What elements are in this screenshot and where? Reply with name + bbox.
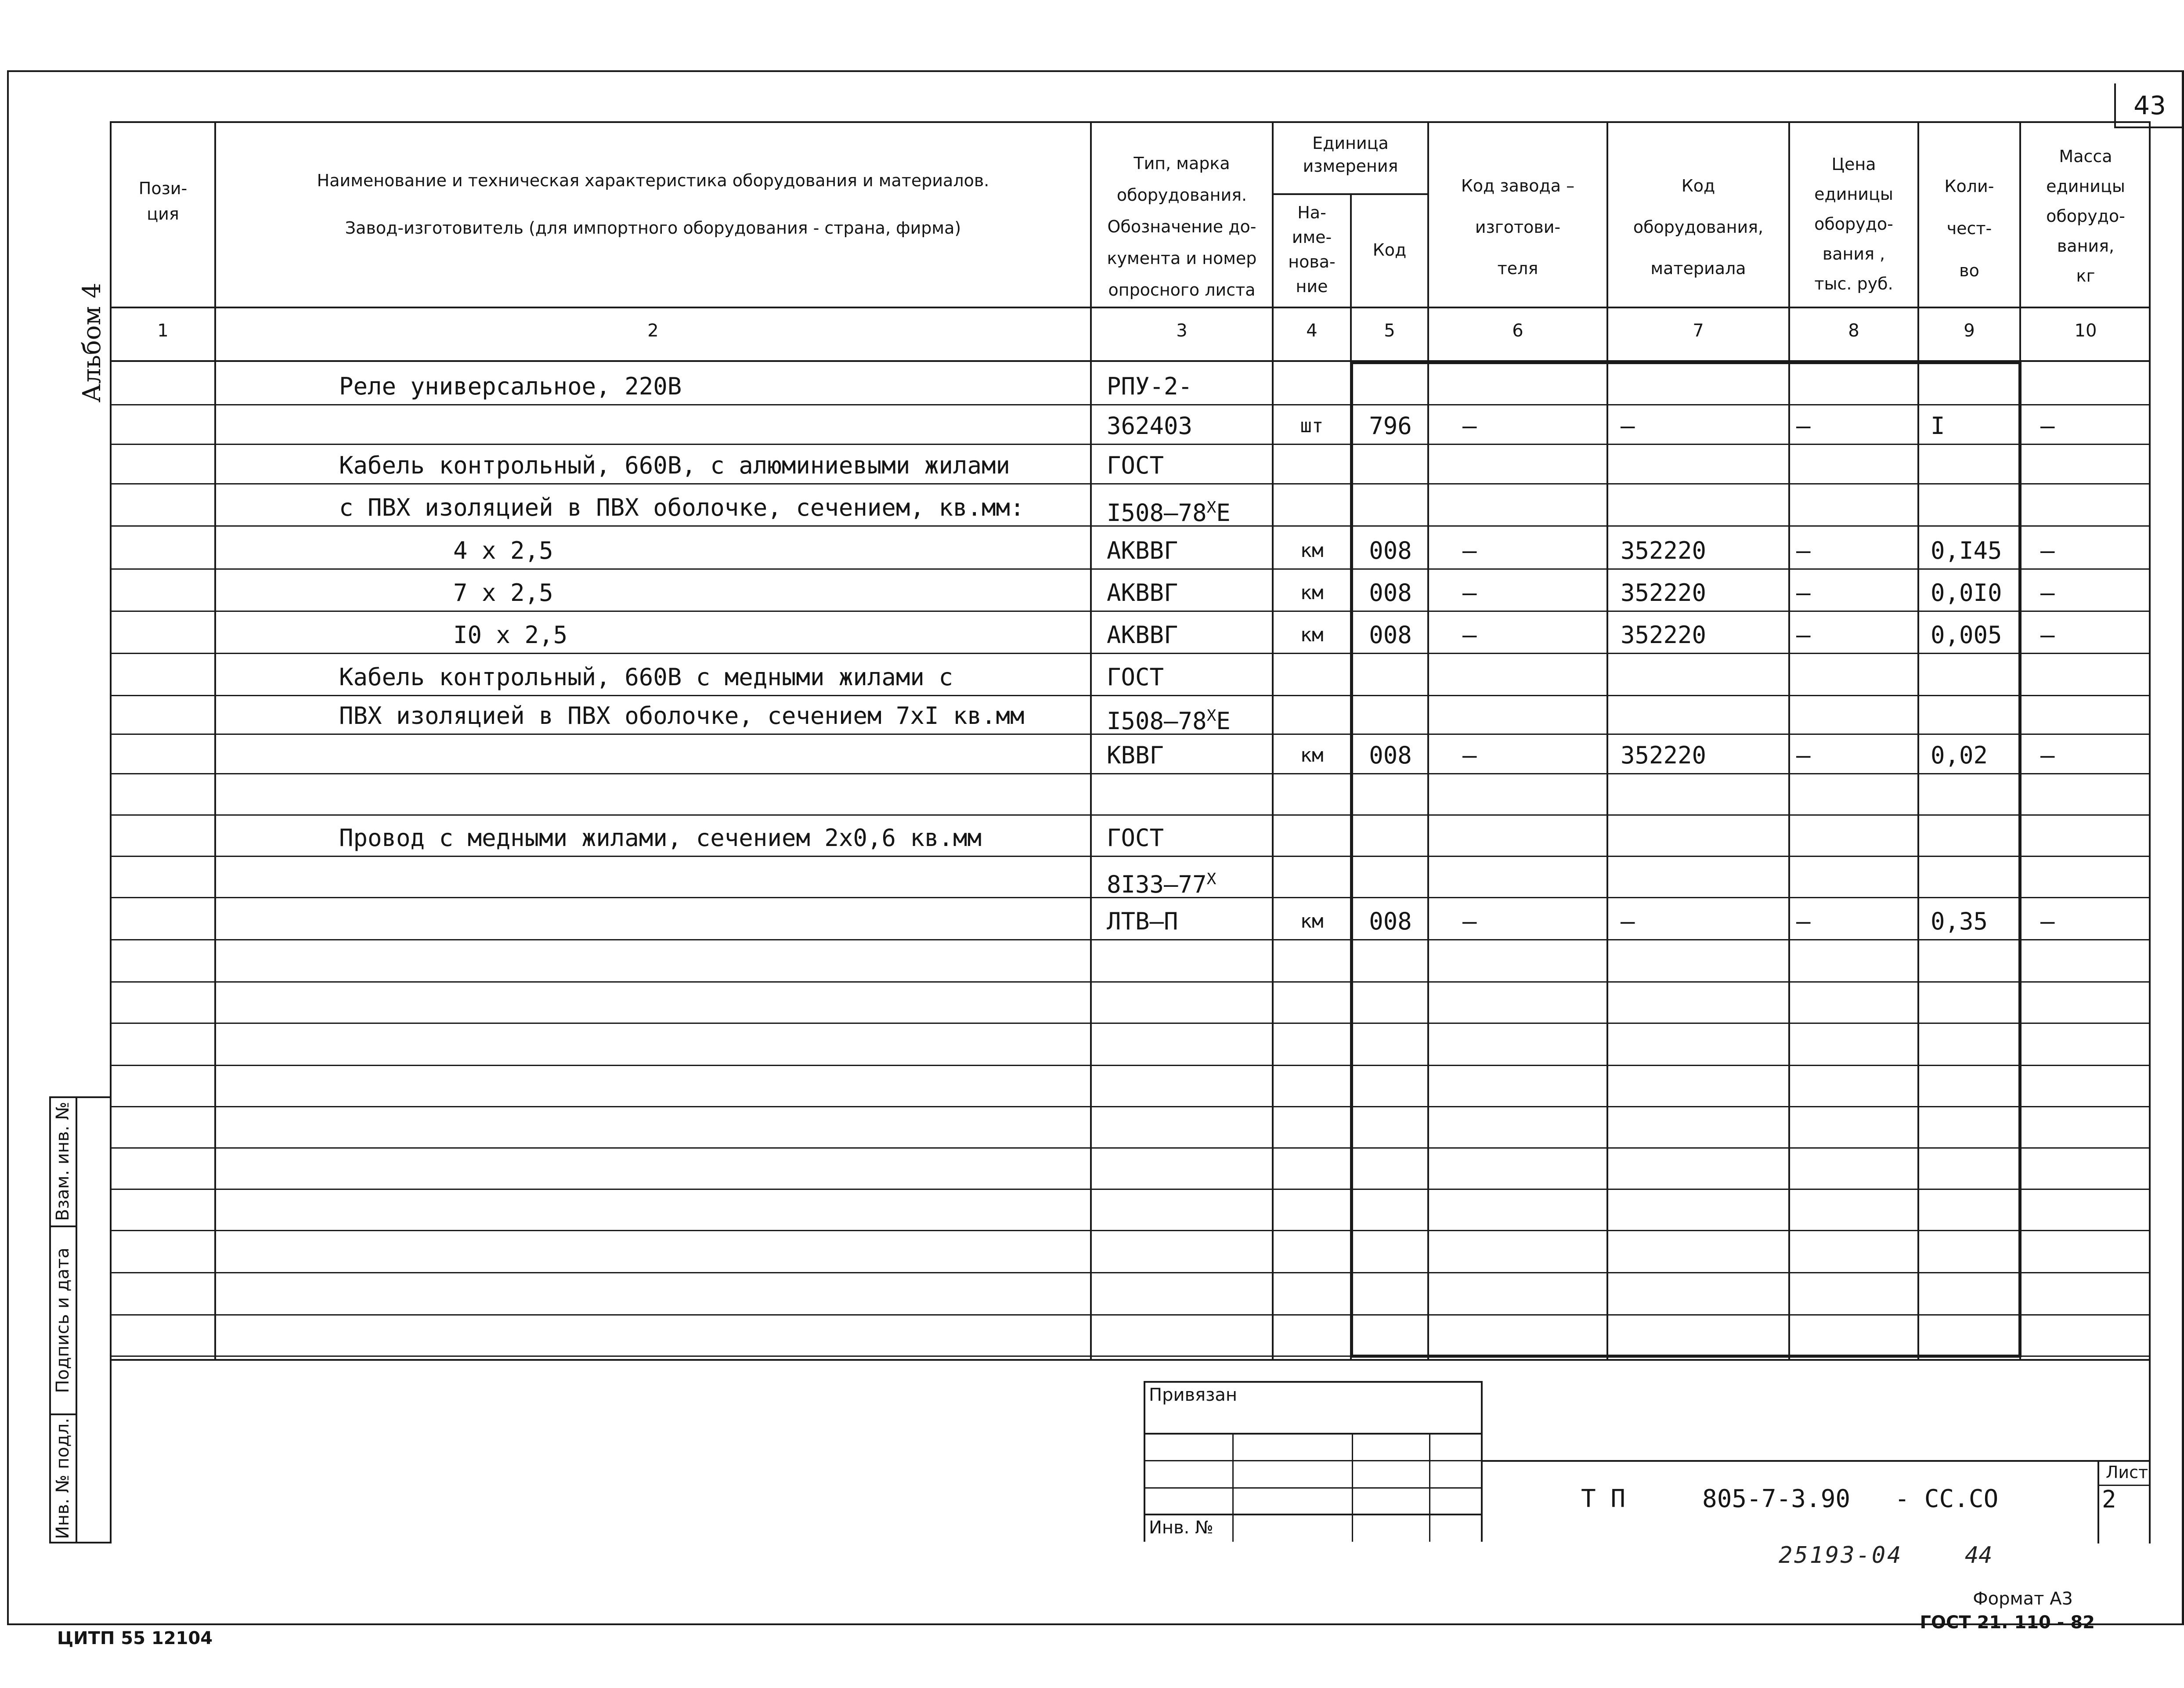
cell-equip: – bbox=[1621, 412, 1635, 440]
row-divider bbox=[110, 483, 2150, 484]
cell-mass: – bbox=[2040, 537, 2055, 564]
cell-qty: I bbox=[1931, 412, 1945, 440]
cell-qty: 0,0I0 bbox=[1931, 579, 2002, 607]
cell-code: 008 bbox=[1369, 579, 1412, 607]
cell-equip: 352220 bbox=[1621, 537, 1707, 564]
cell-code: 008 bbox=[1369, 621, 1412, 649]
row-divider bbox=[110, 814, 2150, 816]
colnum-3: 3 bbox=[1176, 321, 1188, 341]
designation-prefix: Т П bbox=[1581, 1485, 1626, 1513]
cell-mass: – bbox=[2040, 412, 2055, 440]
cell-type: $I508-78^XЕ$ bbox=[1107, 499, 1231, 527]
colnum-5: 5 bbox=[1384, 321, 1395, 341]
cell-plant: – bbox=[1462, 621, 1477, 649]
header-position: Пози- ция bbox=[138, 179, 188, 224]
row-divider bbox=[110, 1065, 2150, 1066]
cell-unit: км bbox=[1300, 582, 1324, 604]
cell-price: – bbox=[1796, 412, 1811, 440]
row-divider bbox=[110, 1230, 2150, 1231]
cell-equip: – bbox=[1621, 907, 1635, 935]
handwritten-code: 25193-04 bbox=[1779, 1542, 1903, 1569]
row-divider bbox=[110, 773, 2150, 774]
print-code: ЦИТП 55 12104 bbox=[57, 1628, 213, 1648]
sheet-number: 2 bbox=[2102, 1486, 2116, 1513]
row-divider bbox=[110, 1147, 2150, 1149]
colnum-1: 1 bbox=[157, 321, 169, 341]
cell-type: 362403 bbox=[1107, 412, 1193, 440]
cell-code: 008 bbox=[1369, 907, 1412, 935]
cell-unit: км bbox=[1300, 539, 1324, 562]
cell-qty: 0,I45 bbox=[1931, 537, 2002, 564]
cell-type: ЛТВ–П bbox=[1107, 907, 1178, 935]
cell-name: I0 х 2,5 bbox=[453, 621, 568, 649]
cell-price: – bbox=[1796, 907, 1811, 935]
cell-type: ГОСТ bbox=[1107, 663, 1164, 691]
header-unit-group: Единица измерения bbox=[1303, 134, 1398, 176]
type-suffix: Е bbox=[1216, 499, 1231, 527]
cell-plant: – bbox=[1462, 741, 1477, 769]
header-unit-code: Код bbox=[1372, 240, 1407, 260]
row-divider bbox=[110, 695, 2150, 696]
format-label: Формат А3 bbox=[1973, 1589, 2073, 1609]
row-divider bbox=[110, 1189, 2150, 1190]
cell-code: 008 bbox=[1369, 741, 1412, 769]
cell-plant: – bbox=[1462, 579, 1477, 607]
table-bottom bbox=[110, 1359, 2150, 1361]
cell-mass: – bbox=[2040, 579, 2055, 607]
header-mass: Масса единицы оборудо- вания, кг bbox=[2046, 147, 2125, 286]
cell-equip: 352220 bbox=[1621, 741, 1707, 769]
type-superscript: X bbox=[1206, 707, 1217, 725]
header-name-line2: Завод-изготовитель (для импортного оборудования - страна, фирма) bbox=[345, 218, 961, 238]
cell-mass: – bbox=[2040, 621, 2055, 649]
row-divider bbox=[110, 856, 2150, 857]
header-quantity: Коли- чест- во bbox=[1944, 177, 1994, 280]
cell-type: АКВВГ bbox=[1107, 579, 1178, 607]
cell-mass: – bbox=[2040, 741, 2055, 769]
colnum-6: 6 bbox=[1512, 321, 1523, 341]
cell-type: АКВВГ bbox=[1107, 537, 1178, 564]
cell-unit: км bbox=[1300, 624, 1324, 646]
cell-name: 7 х 2,5 bbox=[453, 579, 553, 607]
colnum-4: 4 bbox=[1306, 321, 1318, 341]
row-divider bbox=[110, 404, 2150, 405]
cell-name: с ПВХ изоляцией в ПВХ оболочке, сечением, кв.мм: bbox=[339, 494, 1025, 521]
cell-type: $8I33-77^X$ bbox=[1107, 870, 1217, 898]
colnum-8: 8 bbox=[1848, 321, 1859, 341]
cell-unit: км bbox=[1300, 910, 1324, 933]
stamp-signature-date: Подпись и дата bbox=[53, 1247, 73, 1393]
cell-code: 008 bbox=[1369, 537, 1412, 564]
inventory-label: Инв. № bbox=[1149, 1518, 1213, 1538]
cell-plant: – bbox=[1462, 537, 1477, 564]
row-divider bbox=[110, 653, 2150, 654]
cell-name: Кабель контрольный, 660В, с алюминиевыми жилами bbox=[339, 452, 1011, 479]
cell-price: – bbox=[1796, 579, 1811, 607]
cell-price: – bbox=[1796, 621, 1811, 649]
colnum-7: 7 bbox=[1693, 321, 1704, 341]
row-divider bbox=[110, 568, 2150, 570]
cell-type: ГОСТ bbox=[1107, 452, 1164, 479]
cell-name: Реле универсальное, 220В bbox=[339, 372, 682, 400]
cell-type: ГОСТ bbox=[1107, 824, 1164, 852]
row-divider bbox=[110, 1106, 2150, 1107]
album-label: Альбом 4 bbox=[78, 282, 106, 403]
frame-top bbox=[7, 70, 2184, 72]
row-divider bbox=[110, 981, 2150, 983]
cell-type: $I508-78^XЕ$ bbox=[1107, 707, 1231, 735]
cell-type: КВВГ bbox=[1107, 741, 1164, 769]
cell-unit: км bbox=[1300, 744, 1324, 766]
type-superscript: X bbox=[1206, 870, 1217, 888]
cell-code: 796 bbox=[1369, 412, 1412, 440]
header-name-line1: Наименование и техническая характеристика оборудования и материалов. bbox=[317, 171, 989, 190]
header-unit-name: На- име- нова- ние bbox=[1288, 203, 1336, 296]
gost-label: ГОСТ 21. 110 - 82 bbox=[1920, 1612, 2095, 1633]
stamp-replace-inv: Взам. инв. № bbox=[53, 1102, 73, 1221]
cell-price: – bbox=[1796, 741, 1811, 769]
cell-name: Кабель контрольный, 660В с медными жилами с bbox=[339, 663, 953, 691]
row-divider bbox=[110, 611, 2150, 612]
cell-name: Провод с медными жилами, сечением 2х0,6 кв.мм bbox=[339, 824, 982, 852]
colnum-2: 2 bbox=[647, 321, 659, 341]
cell-equip: 352220 bbox=[1621, 579, 1707, 607]
type-superscript: X bbox=[1206, 499, 1217, 517]
colnum-9: 9 bbox=[1964, 321, 1975, 341]
cell-name: ПВХ изоляцией в ПВХ оболочке, сечением 7хI кв.мм bbox=[339, 702, 1025, 730]
cell-qty: 0,005 bbox=[1931, 621, 2002, 649]
frame-left bbox=[7, 70, 9, 1625]
cell-name: 4 х 2,5 bbox=[453, 537, 553, 564]
frame-right bbox=[2182, 70, 2184, 1625]
bound-label: Привязан bbox=[1149, 1385, 1238, 1405]
row-divider bbox=[110, 939, 2150, 940]
cell-plant: – bbox=[1462, 907, 1477, 935]
frame-bottom bbox=[7, 1623, 2184, 1625]
header-equipment-code: Код оборудования, материала bbox=[1633, 176, 1764, 278]
header-type: Тип, марка оборудования. Обозначение до- кумента и номер опросного листа bbox=[1107, 154, 1257, 300]
handwritten-sheet: 44 bbox=[1965, 1542, 1993, 1569]
table-top bbox=[110, 121, 2150, 123]
cell-qty: 0,02 bbox=[1931, 741, 1988, 769]
row-divider bbox=[110, 1272, 2150, 1273]
row-divider bbox=[110, 444, 2150, 445]
cell-plant: – bbox=[1462, 412, 1477, 440]
header-plant-code: Код завода – изготови- теля bbox=[1461, 176, 1575, 278]
cell-price: – bbox=[1796, 537, 1811, 564]
colnum-10: 10 bbox=[2074, 321, 2097, 341]
row-divider bbox=[110, 1314, 2150, 1316]
row-divider bbox=[110, 1023, 2150, 1024]
header-price: Цена единицы оборудо- вания , тыс. руб. bbox=[1814, 155, 1893, 293]
type-suffix: Е bbox=[1216, 707, 1231, 735]
cell-qty: 0,35 bbox=[1931, 907, 1988, 935]
stamp-original-inv: Инв. № подл. bbox=[53, 1418, 73, 1539]
cell-type: РПУ-2- bbox=[1107, 372, 1193, 400]
cell-unit: шт bbox=[1300, 415, 1324, 437]
cell-type: АКВВГ bbox=[1107, 621, 1178, 649]
page-number: 43 bbox=[2133, 90, 2166, 120]
sheet-label: Лист bbox=[2105, 1463, 2148, 1482]
cell-mass: – bbox=[2040, 907, 2055, 935]
document-designation: 805-7-3.90 - СС.СО bbox=[1702, 1485, 1999, 1513]
cell-equip: 352220 bbox=[1621, 621, 1707, 649]
row-divider bbox=[110, 1355, 2150, 1357]
